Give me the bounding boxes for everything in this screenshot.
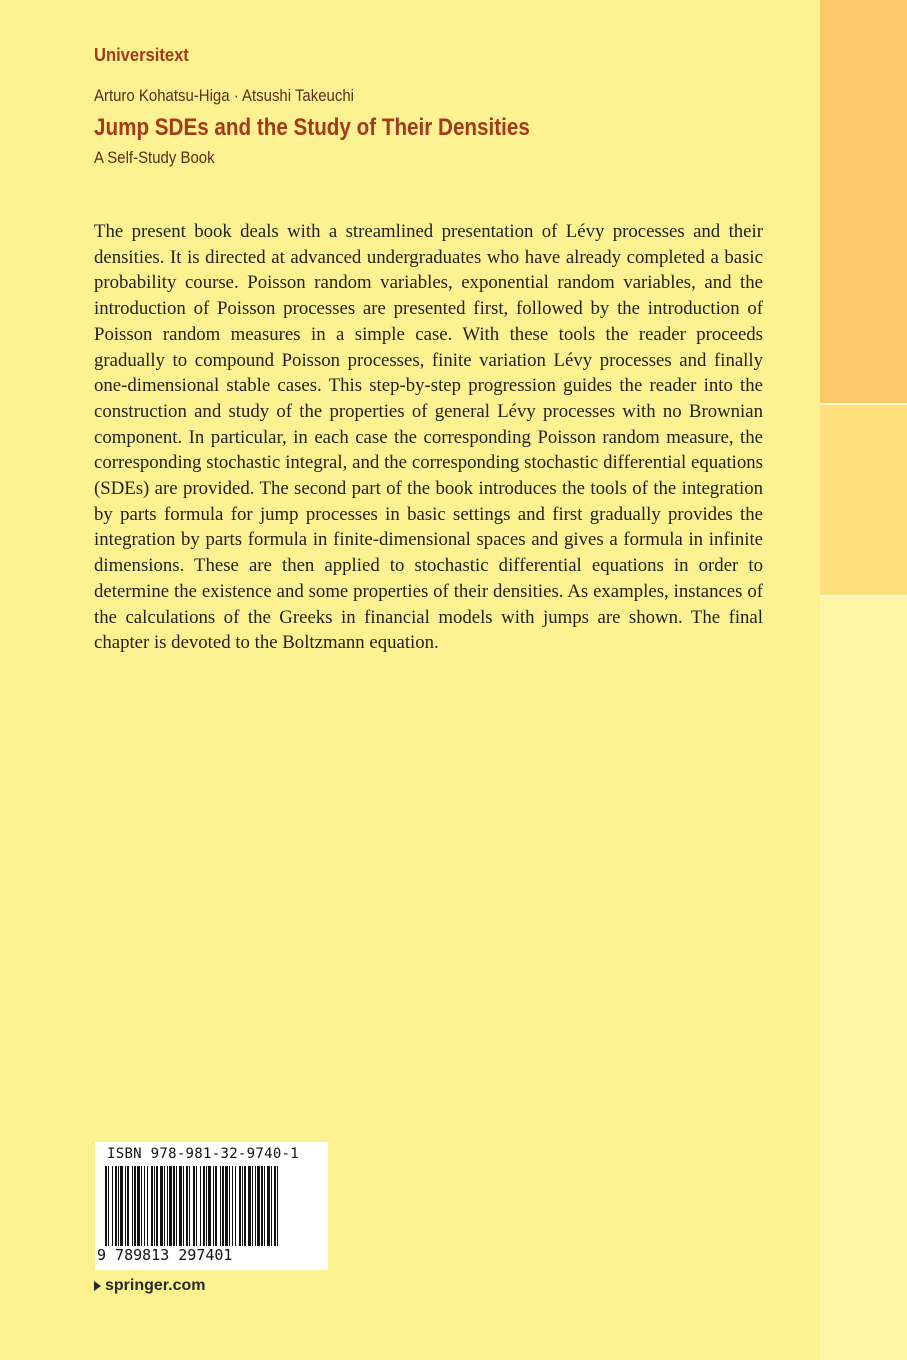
barcode-bar: [213, 1166, 214, 1246]
barcode-bar: [169, 1166, 172, 1246]
barcode-bar: [200, 1166, 201, 1246]
barcode-bar: [203, 1166, 205, 1246]
barcode-bar: [208, 1166, 211, 1246]
barcode-bar: [196, 1166, 197, 1246]
barcode-bar: [248, 1166, 251, 1246]
barcode-bar: [164, 1166, 165, 1246]
series-name: Universitext: [94, 45, 189, 65]
barcode-bar: [120, 1166, 123, 1246]
barcode-bar: [267, 1166, 270, 1246]
barcode-bar: [264, 1166, 265, 1246]
barcode-bar: [118, 1166, 119, 1246]
barcode-bar: [232, 1166, 233, 1246]
barcode-bar: [132, 1166, 133, 1246]
barcode-digits: 9 789813 297401: [97, 1246, 233, 1264]
barcode-bar: [173, 1166, 175, 1246]
barcode-bar: [108, 1166, 109, 1246]
barcode-bar: [225, 1166, 228, 1246]
website-text: springer.com: [105, 1277, 206, 1294]
barcode-bar: [179, 1166, 182, 1246]
barcode-bar: [154, 1166, 155, 1246]
barcode-bar: [189, 1166, 190, 1246]
barcode-bar: [127, 1166, 129, 1246]
barcode-bar: [252, 1166, 253, 1246]
barcode-bar: [239, 1166, 241, 1246]
barcode-bar: [183, 1166, 184, 1246]
barcode-bar: [242, 1166, 243, 1246]
barcode-bar: [112, 1166, 113, 1246]
isbn-label: ISBN 978-981-32-9740-1: [107, 1146, 300, 1162]
barcode-bar: [229, 1166, 230, 1246]
barcode-bar: [206, 1166, 207, 1246]
barcode-bars: [105, 1166, 319, 1246]
barcode-bar: [271, 1166, 272, 1246]
spine-divider: [820, 595, 907, 597]
barcode-bar: [156, 1166, 158, 1246]
book-title: Jump SDEs and the Study of Their Densities: [94, 114, 530, 141]
barcode-bar: [137, 1166, 140, 1246]
barcode-bar: [167, 1166, 168, 1246]
barcode-bar: [274, 1166, 276, 1246]
barcode-bar: [186, 1166, 188, 1246]
spine-band-yellow: [820, 404, 907, 596]
barcode-bar: [257, 1166, 260, 1246]
barcode-bar: [141, 1166, 142, 1246]
publisher-website-link[interactable]: [94, 1277, 205, 1295]
barcode-bar: [277, 1166, 278, 1246]
arrow-right-icon: [94, 1281, 101, 1291]
barcode-bar: [220, 1166, 221, 1246]
barcode-bar: [151, 1166, 153, 1246]
barcode-bar: [134, 1166, 136, 1246]
book-subtitle: A Self-Study Book: [94, 148, 215, 167]
barcode-bar: [144, 1166, 145, 1246]
barcode-bar: [255, 1166, 256, 1246]
barcode-bar: [193, 1166, 195, 1246]
barcode-bar: [160, 1166, 163, 1246]
barcode-bar: [176, 1166, 177, 1246]
spine-divider: [820, 403, 907, 405]
barcode-bar: [244, 1166, 246, 1246]
barcode-bar: [222, 1166, 224, 1246]
barcode-bar: [215, 1166, 217, 1246]
barcode-bar: [147, 1166, 148, 1246]
barcode-bar: [261, 1166, 263, 1246]
spine-band-orange: [820, 0, 907, 404]
barcode-bar: [125, 1166, 126, 1246]
book-description: The present book deals with a streamlined presentation of Lévy processes and their densities. It is directed at advanced undergraduates who have already completed a basic probability course. Poisson random variables, exponential random variables, and the introduction of Poisson processes are presented first, followed by the introduction of Poisson random measures in a simple case. With these tools the reader proceeds gradually to compound Poisson processes, finite variation Lévy processes and finally one-dimensional stable cases. This step-by-step progression guides the reader into the construction and study of the properties of general Lévy processes with no Brownian component. In particular, in each case the corresponding Poisson random measure, the corresponding stochastic integral, and the corresponding stochastic differential equations (SDEs) are provided. The second part of the book introduces the tools of the integration by parts formula for jump processes in basic settings and first gradually provides the integration by parts formula in finite-dimensional spaces and gives a formula in infinite dimensions. These are then applied to stochastic differential equations in order to determine the existence and some properties of their densities. As examples, instances of the calculations of the Greeks in financial models with jumps are shown. The final chapter is devoted to the Boltzmann equation.: [94, 221, 763, 654]
barcode-bar: [115, 1166, 117, 1246]
barcode-bar: [105, 1166, 107, 1246]
authors: Arturo Kohatsu-Higa · Atsushi Takeuchi: [94, 86, 354, 105]
barcode-bar: [235, 1166, 236, 1246]
isbn-barcode: [95, 1142, 328, 1270]
